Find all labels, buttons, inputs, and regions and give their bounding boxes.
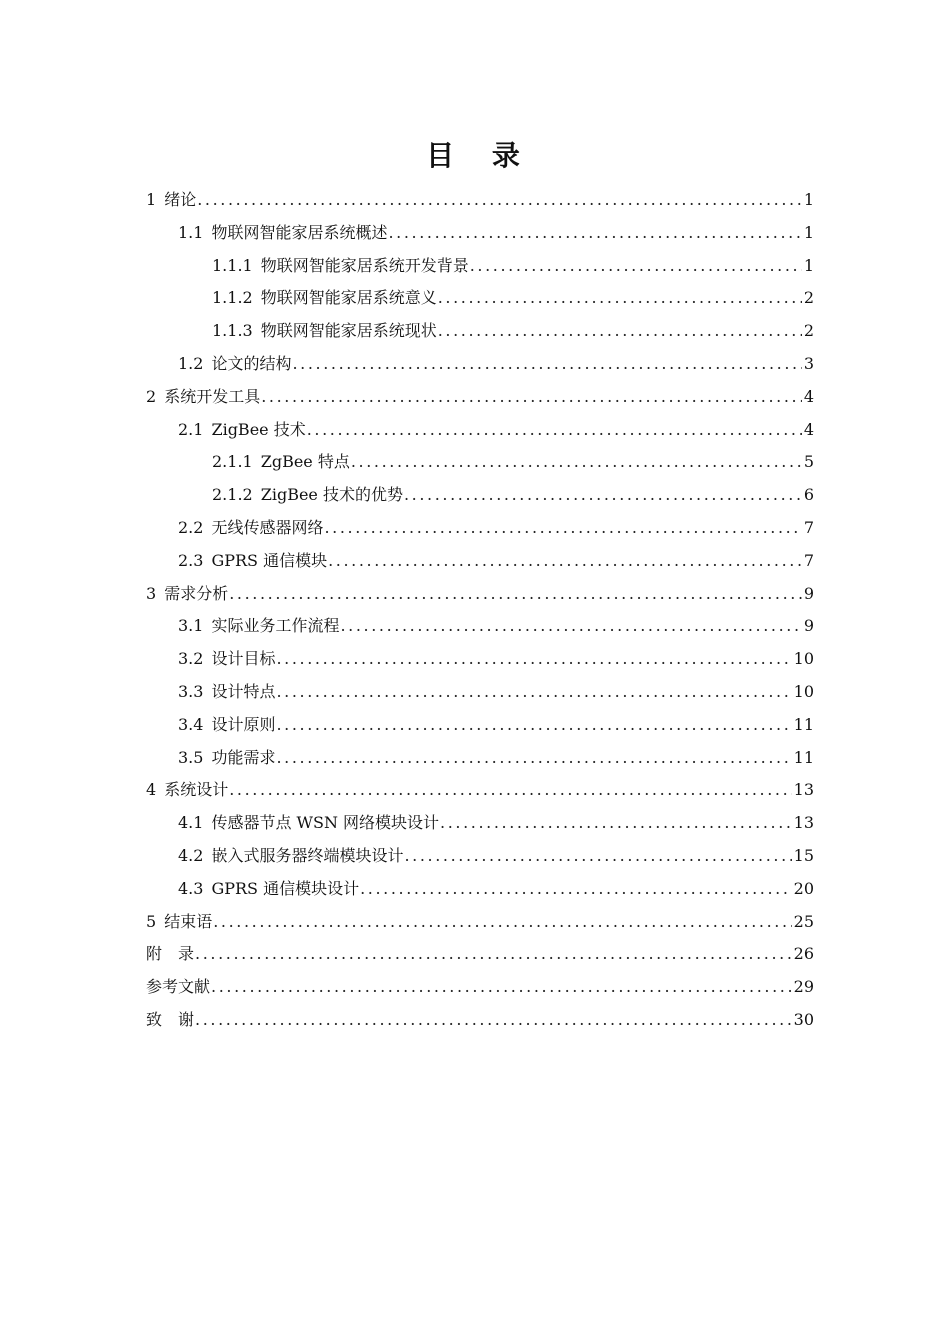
toc-entry-title: ZigBee 技术的优势: [260, 485, 403, 505]
toc-entry-number: 4: [146, 780, 157, 800]
toc-entry-number: 4.3: [178, 878, 204, 898]
toc-entry-number: 3: [146, 583, 157, 603]
toc-entry[interactable]: [146, 807, 814, 840]
toc-dot-leader: [351, 446, 802, 479]
toc-entry-title: 实际业务工作流程: [211, 616, 340, 636]
toc-entry[interactable]: [146, 676, 814, 709]
toc-entry-number: 2.3: [178, 550, 204, 570]
toc-entry-number: 2.1: [178, 419, 204, 439]
toc-page-number: 2: [803, 321, 814, 341]
toc-page-number: 20: [793, 878, 814, 898]
toc-page-number: 3: [803, 353, 814, 373]
toc-entry-number: 5: [146, 911, 157, 931]
toc-entry-title: ZigBee 技术: [211, 419, 306, 439]
toc-page-number: 7: [803, 517, 814, 537]
toc-page-number: 13: [793, 780, 814, 800]
toc-page-number: 15: [793, 845, 814, 865]
toc-entry[interactable]: [146, 348, 814, 381]
toc-dot-leader: [340, 610, 801, 643]
toc-page-number: 4: [803, 386, 814, 406]
toc-entry[interactable]: [146, 971, 814, 1004]
toc-entry-number: 3.2: [178, 649, 204, 669]
toc-dot-leader: [211, 971, 792, 1004]
toc-entry[interactable]: [146, 250, 814, 283]
toc-entry-title: 结束语: [164, 911, 213, 931]
toc-entry-title: GPRS 通信模块: [211, 550, 328, 570]
toc-dot-leader: [229, 578, 802, 611]
toc-dot-leader: [276, 643, 791, 676]
toc-entry-number: 2.1.2: [212, 485, 253, 505]
toc-entry[interactable]: [146, 1004, 814, 1037]
toc-dot-leader: [307, 414, 802, 447]
toc-entry[interactable]: [146, 873, 814, 906]
toc-page-number: 1: [803, 190, 814, 209]
toc-entry-title: 无线传感器网络: [211, 517, 324, 537]
toc-entry-number: 1.1.3: [212, 321, 253, 341]
toc-dot-leader: [195, 938, 792, 971]
toc-dot-leader: [276, 742, 791, 775]
toc-entry-title: GPRS 通信模块设计: [211, 878, 360, 898]
toc-entry[interactable]: [146, 906, 814, 939]
toc-entry-title: 参考文献: [146, 977, 211, 997]
toc-dot-leader: [360, 873, 792, 906]
toc-entry[interactable]: [146, 479, 814, 512]
toc-entry[interactable]: [146, 938, 814, 971]
toc-page-number: 9: [803, 583, 814, 603]
toc-dot-leader: [213, 906, 791, 939]
toc-entry[interactable]: [146, 414, 814, 447]
toc-entry[interactable]: [146, 282, 814, 315]
toc-entry-title: 物联网智能家居系统开发背景: [260, 255, 469, 275]
toc-dot-leader: [195, 1004, 792, 1037]
toc-entry-title: 需求分析: [164, 583, 229, 603]
toc-entry[interactable]: [146, 709, 814, 742]
toc-entry-number: 4.2: [178, 845, 204, 865]
toc-dot-leader: [292, 348, 801, 381]
toc-entry-title: 设计目标: [211, 649, 276, 669]
toc-page-number: 9: [803, 616, 814, 636]
toc-entry-number: 1.2: [178, 353, 204, 373]
toc-entry-title: 论文的结构: [211, 353, 292, 373]
toc-page-number: 10: [793, 649, 814, 669]
toc-entry-number: 2.1.1: [212, 452, 253, 472]
toc-page-number: 25: [793, 911, 814, 931]
toc-entry[interactable]: [146, 545, 814, 578]
toc-dot-leader: [229, 774, 791, 807]
toc-entry-title: 物联网智能家居系统概述: [211, 222, 388, 242]
toc-dot-leader: [438, 282, 802, 315]
toc-dot-leader: [404, 479, 802, 512]
toc-entry-number: 1.1.2: [212, 288, 253, 308]
toc-dot-leader: [324, 512, 801, 545]
toc-entry-title: 附 录: [146, 944, 195, 964]
toc-page-number: 6: [803, 485, 814, 505]
toc-entry-title: 设计原则: [211, 714, 276, 734]
toc-entry-title: 系统设计: [164, 780, 229, 800]
toc-entry-number: 2: [146, 386, 157, 406]
toc-page-number: 11: [793, 747, 814, 767]
toc-title: 目 录: [426, 139, 534, 172]
toc-page-number: 4: [803, 419, 814, 439]
toc-entry-title: 物联网智能家居系统意义: [260, 288, 437, 308]
toc-entry-number: 3.5: [178, 747, 204, 767]
toc-page-number: 5: [803, 452, 814, 472]
toc-dot-leader: [438, 315, 802, 348]
toc-entry[interactable]: [146, 381, 814, 414]
toc-page-number: 2: [803, 288, 814, 308]
toc-entry[interactable]: [146, 840, 814, 873]
toc-entry-title: 系统开发工具: [164, 386, 261, 406]
toc-entry[interactable]: [146, 446, 814, 479]
toc-entry[interactable]: [146, 643, 814, 676]
toc-dot-leader: [197, 184, 802, 217]
toc-dot-leader: [440, 807, 792, 840]
toc-dot-leader: [276, 709, 791, 742]
toc-entry[interactable]: [146, 512, 814, 545]
toc-entry[interactable]: [146, 184, 814, 217]
toc-page-number: 1: [803, 255, 814, 275]
toc-entry-title: 传感器节点 WSN 网络模块设计: [211, 813, 440, 833]
toc-entry-number: 1.1.1: [212, 255, 253, 275]
toc-entry[interactable]: [146, 742, 814, 775]
toc-entry-number: 1.1: [178, 222, 204, 242]
toc-entry[interactable]: [146, 774, 814, 807]
toc-dot-leader: [261, 381, 802, 414]
toc-entry-title: 物联网智能家居系统现状: [260, 321, 437, 341]
toc-entry-title: 功能需求: [211, 747, 276, 767]
toc-entry[interactable]: [146, 315, 814, 348]
toc-entry-number: 3.4: [178, 714, 204, 734]
toc-page-number: 26: [793, 944, 814, 964]
toc-entry[interactable]: [146, 578, 814, 611]
toc-page-number: 13: [793, 813, 814, 833]
toc-dot-leader: [404, 840, 791, 873]
toc-page-number: 10: [793, 681, 814, 701]
toc-page-number: 30: [793, 1009, 814, 1029]
toc-page-number: 11: [793, 714, 814, 734]
toc-dot-leader: [470, 250, 802, 283]
toc-dot-leader: [388, 217, 801, 250]
toc-entry-title: 致 谢: [146, 1009, 195, 1029]
toc-entry-title: 设计特点: [211, 681, 276, 701]
table-of-contents: [146, 184, 814, 1037]
toc-entry-number: 1: [146, 190, 157, 209]
toc-dot-leader: [328, 545, 802, 578]
toc-entry-title: ZgBee 特点: [260, 452, 350, 472]
toc-page-number: 1: [803, 222, 814, 242]
toc-entry[interactable]: [146, 610, 814, 643]
toc-entry-number: 3.1: [178, 616, 204, 636]
toc-entry-number: 2.2: [178, 517, 204, 537]
toc-page-number: 7: [803, 550, 814, 570]
toc-page-number: 29: [793, 977, 814, 997]
toc-entry-number: 4.1: [178, 813, 204, 833]
toc-entry-number: 3.3: [178, 681, 204, 701]
toc-entry-title: 绪论: [164, 190, 197, 209]
toc-entry[interactable]: [146, 217, 814, 250]
toc-dot-leader: [276, 676, 791, 709]
toc-entry-title: 嵌入式服务器终端模块设计: [211, 845, 404, 865]
